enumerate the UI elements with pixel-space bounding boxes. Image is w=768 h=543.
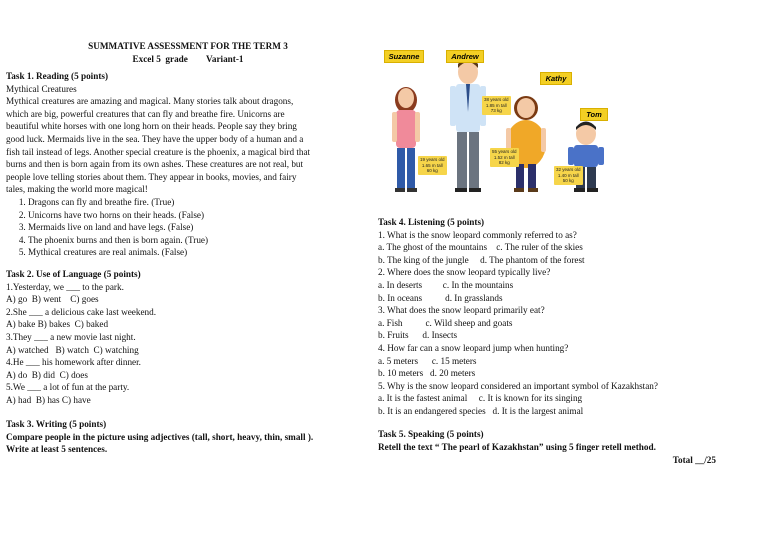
reading-title: Mythical Creatures	[6, 83, 77, 94]
task4-line: a. Fish c. Wild sheep and goats	[378, 317, 513, 328]
task2-line: A) go B) went C) goes	[6, 294, 99, 305]
task1-section	[6, 70, 356, 259]
paragraph-line: people love telling stories about them. They appear in books, movies, and fairy	[6, 171, 297, 182]
task2-line: 4.He ___ his homework after dinner.	[6, 357, 141, 368]
info-line: 1.40 m tall	[557, 172, 579, 178]
info-line: 50 kg	[562, 178, 574, 184]
name-label-suzanne: Suzanne	[384, 50, 424, 63]
task4-line: 3. What does the snow leopard primarily eat?	[378, 305, 545, 316]
task2-line: 3.They ___ a new movie last night.	[6, 331, 136, 342]
info-line: 82 kg	[498, 160, 510, 166]
task4-line: b. It is an endangered species d. It is the largest animal	[378, 405, 584, 416]
info-line: 60 kg	[426, 168, 438, 174]
info-line: 19 years old	[420, 157, 445, 162]
task4-line: a. 5 meters c. 15 meters	[378, 355, 477, 366]
info-line: 32 years old	[556, 167, 581, 172]
task4-line: b. 10 meters d. 20 meters	[378, 368, 476, 379]
task4-heading: Task 4. Listening (5 points)	[378, 217, 485, 227]
document-title: SUMMATIVE ASSESSMENT FOR THE TERM 3	[88, 41, 288, 51]
paragraph-line: tales, making the world more magical!	[6, 184, 148, 195]
task3-instruction: Compare people in the picture using adjectives (tall, short, heavy, thin, small ).	[6, 431, 314, 442]
task2-line: A) bake B) bakes C) baked	[6, 319, 109, 330]
statement-item: 3. Mermaids live on land and have legs. (False)	[28, 221, 356, 234]
task5-instruction: Retell the text “ The pearl of Kazakhstan” using 5 finger retell method.	[378, 441, 656, 452]
task4-section	[378, 216, 728, 418]
kathy-figure	[506, 96, 546, 192]
task4-line: b. The king of the jungle d. The phantom of the forest	[378, 254, 585, 265]
info-line: 1.85 m tall	[485, 102, 507, 108]
statement-item: 1. Dragons can fly and breathe fire. (True)	[28, 196, 356, 209]
task2-line: A) had B) has C) have	[6, 394, 91, 405]
task4-line: b. Fruits d. Insects	[378, 330, 458, 341]
task4-line: b. In oceans d. In grasslands	[378, 292, 503, 303]
task1-heading: Task 1. Reading (5 points)	[6, 71, 109, 81]
task3-section	[6, 418, 356, 456]
task5-heading: Task 5. Speaking (5 points)	[378, 429, 484, 439]
task4-line: 4. How far can a snow leopard jump when hunting?	[378, 342, 569, 353]
name-label-kathy: Kathy	[540, 72, 572, 85]
suzanne-info-tag	[418, 156, 447, 175]
task3-instruction: Write at least 5 sentences.	[6, 444, 108, 455]
task2-line: A) do B) did C) does	[6, 369, 88, 380]
statement-item: 4. The phoenix burns and then is born again. (True)	[28, 234, 356, 247]
task3-heading: Task 3. Writing (5 points)	[6, 419, 107, 429]
info-line: 73 kg	[490, 108, 502, 114]
task4-line: a. In deserts c. In the mountains	[378, 279, 514, 290]
paragraph-line: beautiful white horses with one long horn on their heads. People say they bring	[6, 121, 297, 132]
people-illustration	[382, 42, 618, 202]
name-label-andrew: Andrew	[446, 50, 484, 63]
reading-paragraph	[6, 95, 356, 196]
paragraph-line: which are big, powerful creatures that can fly and breathe fire. Unicorns are	[6, 108, 285, 119]
assessment-header	[0, 40, 376, 65]
task4-line: 5. Why is the snow leopard considered an important symbol of Kazakhstan?	[378, 380, 658, 391]
grade-variant: Excel 5 grade Variant-1	[132, 53, 244, 64]
task4-line: 1. What is the snow leopard commonly referred to as?	[378, 229, 577, 240]
info-line: 1.65 m tall	[421, 162, 443, 168]
people-comparison-picture	[382, 42, 618, 202]
info-line: 38 years old	[484, 97, 509, 102]
task4-line: a. The ghost of the mountains c. The ruler of the skies	[378, 242, 583, 253]
andrew-info-tag	[482, 96, 511, 115]
total-score: Total __/25	[672, 455, 716, 465]
info-line: 1.52 m tall	[493, 154, 515, 160]
task5-section	[378, 428, 728, 453]
task2-line: 2.She ___ a delicious cake last weekend.	[6, 306, 157, 317]
task2-heading: Task 2. Use of Language (5 points)	[6, 269, 141, 279]
andrew-figure	[450, 58, 486, 192]
paragraph-line: Mythical creatures are amazing and magical. Many stories talk about dragons,	[6, 96, 294, 107]
statement-item: 2. Unicorns have two horns on their heads. (False)	[28, 209, 356, 222]
task2-line: 1.Yesterday, we ___ to the park.	[6, 281, 124, 292]
task2-line: A) watched B) watch C) watching	[6, 344, 139, 355]
kathy-info-tag	[490, 148, 519, 167]
name-label-tom: Tom	[580, 108, 608, 121]
task2-section	[6, 268, 356, 407]
task4-line: 2. Where does the snow leopard typically live?	[378, 267, 551, 278]
suzanne-figure	[392, 87, 420, 192]
paragraph-line: burns and then is born again from its own ashes. These creatures are not real, but	[6, 159, 304, 170]
tom-info-tag	[554, 166, 583, 185]
statement-item: 5. Mythical creatures are real animals. (False)	[28, 246, 356, 259]
true-false-list	[6, 196, 356, 259]
task4-line: a. It is the fastest animal c. It is known for its singing	[378, 393, 583, 404]
task2-line: 5.We ___ a lot of fun at the party.	[6, 382, 130, 393]
paragraph-line: fish tail instead of legs. Another special creature is the phoenix, a magical bird that	[6, 146, 311, 157]
info-line: 55 years old	[492, 149, 517, 154]
paragraph-line: good luck. Mermaids live in the sea. They have the upper body of a human and a	[6, 133, 304, 144]
